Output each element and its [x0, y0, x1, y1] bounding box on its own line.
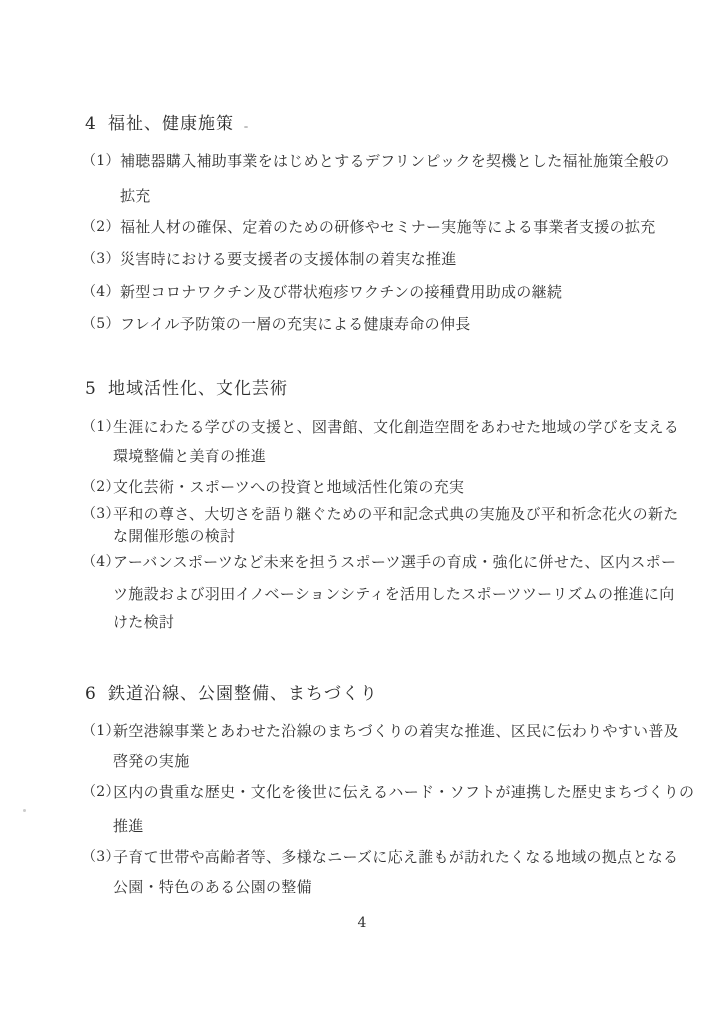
section-title: 地域活性化、文化芸術	[108, 379, 288, 399]
item-label: （3）	[82, 251, 120, 267]
item-line: 啓発の実施	[113, 752, 190, 770]
item-line: けた検討	[113, 613, 175, 631]
list-item	[82, 846, 724, 898]
list-item	[82, 416, 724, 467]
section-number: 4	[85, 114, 97, 134]
section-heading	[85, 377, 724, 401]
item-line: 補聴器購入補助事業をはじめとするデフリンピックを契機とした福祉施策全般の	[120, 152, 670, 170]
item-line: 平和の尊さ、大切さを語り継ぐための平和記念式典の実施及び平和祈念花火の新た	[113, 505, 679, 523]
item-line: 新空港線事業とあわせた沿線のまちづくりの着実な推進、区民に伝わりやすい普及	[113, 722, 679, 740]
item-line: 災害時における要支援者の支援体制の着実な推進	[120, 250, 457, 268]
item-label: （2）	[82, 479, 120, 495]
item-line: 公園・特色のある公園の整備	[113, 878, 312, 896]
item-label: （3）	[82, 506, 120, 522]
item-label: （1）	[82, 723, 120, 739]
item-label: （2）	[82, 219, 120, 235]
scan-artifact	[23, 809, 26, 812]
list-item	[82, 313, 724, 335]
item-label: （3）	[82, 849, 120, 865]
item-label: （5）	[82, 316, 120, 332]
item-line: 環境整備と美育の推進	[113, 447, 267, 465]
section-title: 鉄道沿線、公園整備、まちづくり	[108, 684, 378, 704]
item-line: な開催形態の検討	[113, 527, 236, 545]
list-item	[82, 551, 724, 633]
list-item	[82, 216, 724, 238]
item-line: 文化芸術・スポーツへの投資と地域活性化策の充実	[113, 478, 465, 496]
item-line: 拡充	[120, 187, 151, 205]
item-label: （4）	[82, 284, 120, 300]
item-line: 子育て世帯や高齢者等、多様なニーズに応え誰もが訪れたくなる地域の拠点となる	[113, 848, 679, 866]
item-label: （4）	[82, 554, 120, 570]
item-line: アーバンスポーツなど未来を担うスポーツ選手の育成・強化に併せた、区内スポー	[113, 553, 677, 571]
item-label: （1）	[82, 419, 120, 435]
list-item	[82, 248, 724, 270]
item-line: 区内の貴重な歴史・文化を後世に伝えるハード・ソフトが連携した歴史まちづくりの	[113, 783, 695, 801]
list-item	[82, 503, 724, 547]
item-line: 福祉人材の確保、定着のための研修やセミナー実施等による事業者支援の拡充	[120, 218, 656, 236]
list-item	[82, 150, 724, 207]
section-number: 6	[85, 684, 97, 704]
section-number: 5	[85, 379, 97, 399]
scan-artifact	[244, 126, 248, 128]
section-heading	[85, 112, 724, 136]
list-item	[82, 720, 724, 772]
list-item	[82, 781, 724, 837]
list-item	[82, 281, 724, 303]
item-line: フレイル予防策の一層の充実による健康寿命の伸長	[120, 315, 471, 333]
list-item	[82, 476, 724, 498]
item-label: （1）	[82, 153, 120, 169]
item-line: ツ施設および羽田イノベーションシティを活用したスポーツツーリズムの推進に向	[113, 585, 675, 603]
section-title: 福祉、健康施策	[108, 114, 234, 134]
item-line: 新型コロナワクチン及び帯状疱疹ワクチンの接種費用助成の継続	[120, 283, 563, 301]
item-line: 生涯にわたる学びの支援と、図書館、文化創造空間をあわせた地域の学びを支える	[113, 418, 680, 436]
section-heading	[85, 682, 724, 706]
item-label: （2）	[82, 784, 120, 800]
item-line: 推進	[113, 817, 144, 835]
page-number: 4	[357, 915, 367, 931]
